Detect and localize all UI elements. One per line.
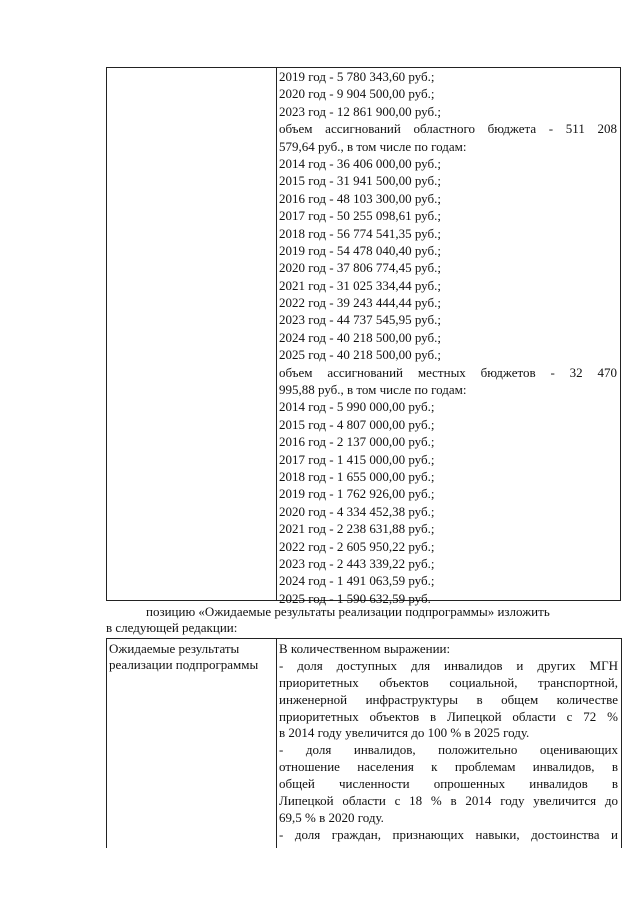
expected-results-table xyxy=(106,638,622,848)
table-line: приоритетных объектов в Липецкой области с 72 % xyxy=(279,708,618,724)
table-line: 2014 год - 5 990 000,00 руб.; xyxy=(279,399,435,415)
table-column-divider xyxy=(276,639,277,848)
table-line: 2020 год - 37 806 774,45 руб.; xyxy=(279,260,441,276)
table-line: отношение населения к проблемам инвалидов, в xyxy=(279,759,618,775)
table-line: - доля граждан, признающих навыки, достоинства и xyxy=(279,826,618,842)
table-column-divider xyxy=(276,68,277,600)
expected-results-label: Ожидаемые результаты реализации подпрограммы xyxy=(109,641,259,672)
table-line: 2020 год - 4 334 452,38 руб.; xyxy=(279,503,435,519)
table-line: 2023 год - 44 737 545,95 руб.; xyxy=(279,312,441,328)
table-line: 2018 год - 1 655 000,00 руб.; xyxy=(279,468,435,484)
table-line: 2019 год - 1 762 926,00 руб.; xyxy=(279,486,435,502)
table-line: объем ассигнований местных бюджетов - 32 470 xyxy=(279,364,617,380)
table-line: в 2014 году увеличится до 100 % в 2025 году. xyxy=(279,725,530,741)
table-line: В количественном выражении: xyxy=(279,641,451,656)
table-line: 579,64 руб., в том числе по годам: xyxy=(279,138,467,154)
instruction-paragraph xyxy=(106,604,622,636)
table-line: 2017 год - 50 255 098,61 руб.; xyxy=(279,208,441,224)
table-line: 2023 год - 2 443 339,22 руб.; xyxy=(279,555,435,571)
table-line: 69,5 % в 2020 году. xyxy=(279,809,384,825)
paragraph-line: в следующей редакции: xyxy=(106,620,238,635)
paragraph-line: позицию «Ожидаемые результаты реализации подпрограммы» изложить xyxy=(146,604,550,619)
table-line: 2019 год - 54 478 040,40 руб.; xyxy=(279,242,441,258)
table-line: 2021 год - 2 238 631,88 руб.; xyxy=(279,521,435,537)
table-line: Липецкой области с 18 % в 2014 году увеличится до xyxy=(279,793,618,809)
table-line: инженерной инфраструктуры в общем количестве xyxy=(279,691,618,707)
table-line: 2016 год - 48 103 300,00 руб.; xyxy=(279,190,441,206)
table-line: 2014 год - 36 406 000,00 руб.; xyxy=(279,155,441,171)
table-line: 2022 год - 2 605 950,22 руб.; xyxy=(279,538,435,554)
table-line: 2015 год - 31 941 500,00 руб.; xyxy=(279,173,441,189)
table-line: 2017 год - 1 415 000,00 руб.; xyxy=(279,451,435,467)
table-line: 2022 год - 39 243 444,44 руб.; xyxy=(279,295,441,311)
table-line: 2024 год - 1 491 063,59 руб.; xyxy=(279,573,435,589)
table-line: 995,88 руб., в том числе по годам: xyxy=(279,382,467,398)
expected-results-details-cell xyxy=(279,641,618,844)
table-line: объем ассигнований областного бюджета - 511 208 xyxy=(279,121,617,137)
table-line: 2019 год - 5 780 343,60 руб.; xyxy=(279,69,435,84)
table-line: - доля инвалидов, положительно оценивающих xyxy=(279,742,618,758)
table-line: - доля доступных для инвалидов и других МГН xyxy=(279,657,618,673)
table-line: 2016 год - 2 137 000,00 руб.; xyxy=(279,434,435,450)
financing-table xyxy=(106,67,621,606)
table-line: общей численности опрошенных инвалидов в xyxy=(279,776,618,792)
table-line: приоритетных объектов социальной, транспортной, xyxy=(279,674,618,690)
table-line: 2024 год - 40 218 500,00 руб.; xyxy=(279,329,441,345)
table-line: 2020 год - 9 904 500,00 руб.; xyxy=(279,86,435,102)
table-line: 2023 год - 12 861 900,00 руб.; xyxy=(279,103,441,119)
table-line: 2025 год - 40 218 500,00 руб.; xyxy=(279,347,441,363)
financing-details-cell xyxy=(279,68,617,607)
table-line: 2015 год - 4 807 000,00 руб.; xyxy=(279,416,435,432)
table-line: 2025 год - 1 590 632,59 руб. xyxy=(279,590,431,606)
table-line: 2021 год - 31 025 334,44 руб.; xyxy=(279,277,441,293)
table-line: 2018 год - 56 774 541,35 руб.; xyxy=(279,225,441,241)
